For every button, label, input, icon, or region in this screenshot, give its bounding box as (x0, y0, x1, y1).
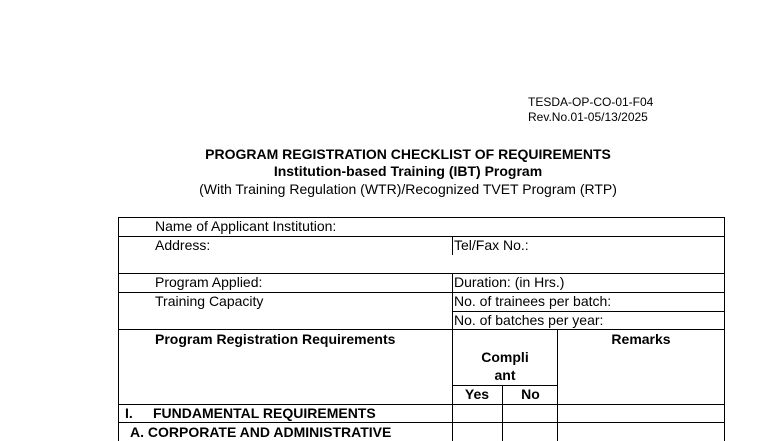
training-capacity-label: Training Capacity (155, 293, 264, 309)
page-title: PROGRAM REGISTRATION CHECKLIST OF REQUIREMENTS (205, 146, 611, 162)
compliant-header-line1: Compli (481, 349, 529, 365)
no-header: No (521, 386, 540, 402)
section-1-label: FUNDAMENTAL REQUIREMENTS (153, 405, 376, 421)
table-border-left (118, 217, 119, 441)
column-divider (452, 236, 453, 255)
requirements-header: Program Registration Requirements (155, 331, 396, 347)
program-applied-label: Program Applied: (155, 274, 263, 290)
duration-label: Duration: (in Hrs.) (454, 274, 565, 290)
section-a-label: A. CORPORATE AND ADMINISTRATIVE (130, 424, 392, 440)
form-code: TESDA-OP-CO-01-F04 (528, 95, 654, 109)
row-divider (118, 422, 725, 423)
batches-per-year-label: No. of batches per year: (454, 312, 604, 328)
trainees-per-batch-label: No. of trainees per batch: (454, 293, 612, 309)
applicant-institution-label: Name of Applicant Institution: (155, 218, 337, 234)
address-label: Address: (155, 237, 211, 253)
row-divider (118, 329, 725, 330)
section-1-number: I. (125, 405, 133, 421)
revision-number: Rev.No.01-05/13/2025 (528, 110, 648, 124)
page-subtitle: Institution-based Training (IBT) Program (273, 163, 543, 179)
remarks-header: Remarks (611, 331, 671, 347)
page-note: (With Training Regulation (WTR)/Recognized TVET Program (RTP) (199, 181, 617, 197)
yes-header: Yes (464, 386, 490, 402)
table-border-right (724, 217, 725, 441)
telfax-label: Tel/Fax No.: (454, 237, 529, 253)
compliant-header-line2: ant (494, 367, 516, 383)
